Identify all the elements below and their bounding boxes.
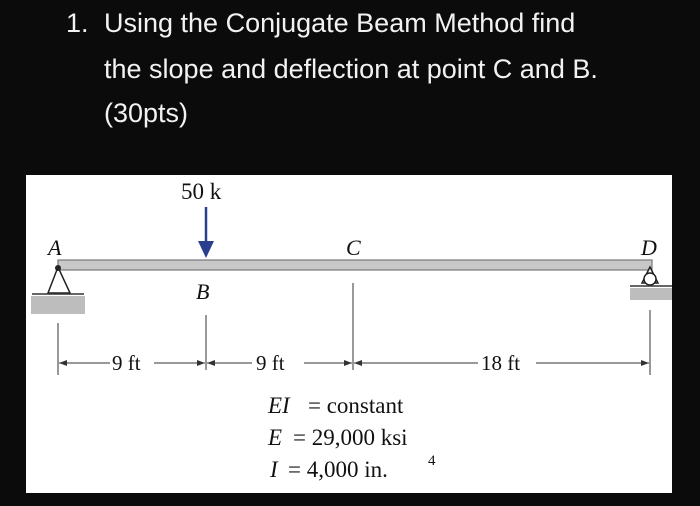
ei-symbol: EI: [268, 393, 290, 418]
e-symbol: E: [268, 425, 283, 450]
beam-figure: [26, 175, 672, 493]
i-exponent: 4: [428, 453, 436, 469]
question-line-1: Using the Conjugate Beam Method find: [104, 8, 576, 38]
point-b-label: B: [196, 279, 210, 304]
question-line-3: (30pts): [104, 98, 189, 128]
beam-diagram: [26, 175, 672, 493]
e-value: = 29,000 ksi: [293, 425, 408, 450]
point-d-label: D: [641, 235, 657, 260]
dimension-bc-label: 9 ft: [256, 351, 285, 375]
question-text: [0, 0, 700, 170]
i-symbol: I: [270, 457, 278, 482]
question-number: 1.: [66, 8, 89, 38]
roller-support-d: [630, 267, 672, 300]
point-a-label: A: [48, 235, 62, 260]
dimension-cd-label: 18 ft: [481, 351, 521, 375]
i-value: = 4,000 in.: [288, 457, 388, 482]
load-arrow: [198, 207, 214, 258]
load-label: 50 k: [181, 179, 222, 204]
beam: [58, 260, 652, 270]
point-c-label: C: [346, 235, 361, 260]
ei-value: = constant: [308, 393, 404, 418]
pin-support-a: [31, 265, 85, 314]
question-line-2: the slope and deflection at point C and B.: [104, 54, 598, 84]
dimension-ab-label: 9 ft: [112, 351, 141, 375]
